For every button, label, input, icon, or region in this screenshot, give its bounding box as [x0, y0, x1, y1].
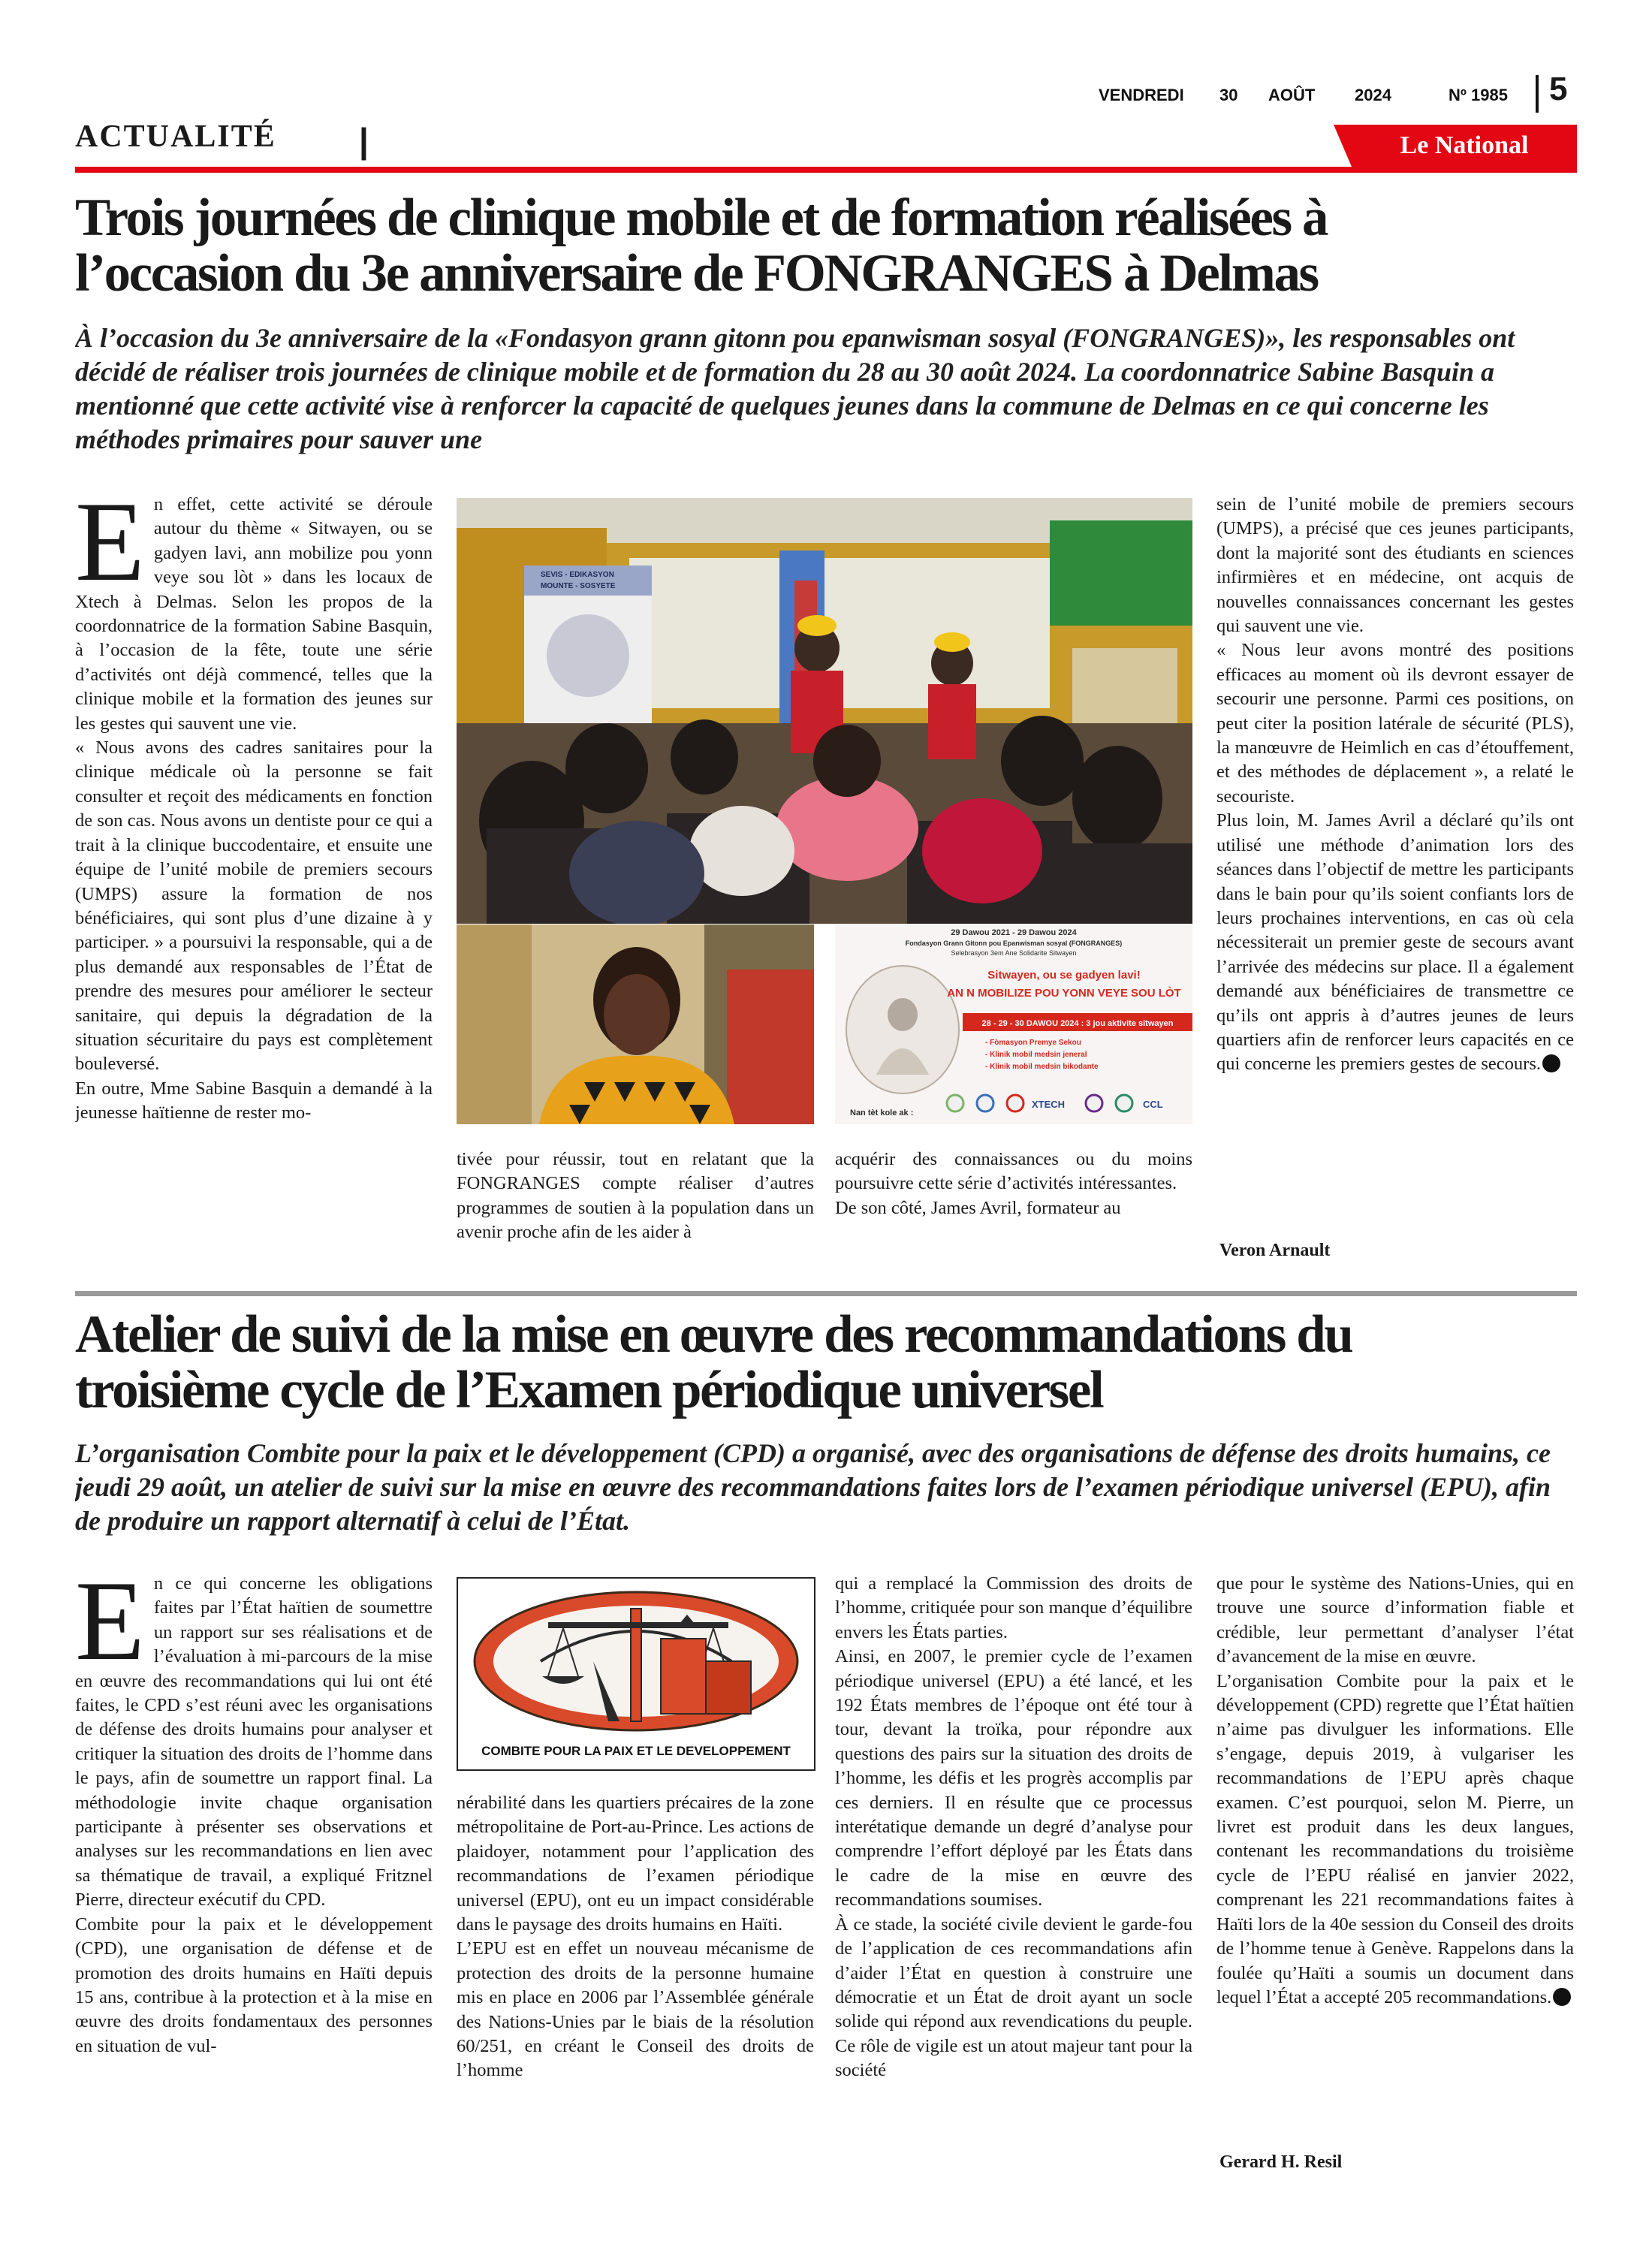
article2-byline: Gerard H. Resil	[1219, 2152, 1343, 2172]
article2-column-3	[835, 1572, 1192, 2188]
article1-col4-p3: Plus loin, M. James Avril a déclaré qu’ils ont utilisé une méthode d’animation lors des séances dans l’objectif de mettre les participants dans le bain pour qu’ils soient confiants lors de leurs prochaines interventions, en cas où cela nécessiterait un premier geste de secours avant l’arrivée des médecins sur place. Il a également demandé aux bénéficiaires de transmettre ce qu’ils ont appris à d’autres jeunes de leurs quartiers afin de renforcer leurs capacités en ce qui concerne les premiers gestes de secours.	[1216, 810, 1574, 1075]
article2-col2-p1: nérabilité dans les quartiers précaires de la zone métropolitaine de Port-au-Prince. Les actions de plaidoyer, notamment pour l’application des recommandations de l’examen périodique universel (EPU), ont eu un impact considérable dans le paysage des droits humains en Haïti.	[457, 1793, 814, 1935]
poster-item2: - Klinik mobil medsin jeneral	[985, 1051, 1087, 1059]
brand-tab	[1352, 125, 1577, 167]
date-year: 2024	[1355, 86, 1391, 104]
article1-main-photo	[457, 498, 1192, 924]
poster-partner-ccl: CCL	[1143, 1099, 1163, 1110]
article1-col1-p2: « Nous avons des cadres sanitaires pour la clinique médicale où la personne se fait consulter et reçoit des médicaments en fonction de son cas. Nous avons un dentiste pour ce qui a trait à la clinique buccodentaire, et ensuite une équipe de l’unité mobile de premiers secours (UMPS) assure la formation de nos bénéficiaires, qui sont plus d’une dizaine à y participer. » a poursuivi la responsable, qui a de plus demandé aux responsables de l’État de prendre des mesures pour améliorer le secteur sanitaire, qui depuis la dégradation de la situation sécuritaire du pays est complètement bouleversé.	[75, 737, 433, 1075]
coordinator-portrait	[457, 924, 814, 1124]
article1-byline: Veron Arnault	[1219, 1241, 1331, 1260]
poster-slogan2: AN N MOBILIZE POU YONN VEYE SOU LÒT	[947, 987, 1181, 1000]
poster-partner-xtech: XTECH	[1032, 1099, 1066, 1110]
article1-end-mark-icon	[1542, 1054, 1560, 1072]
article1-poster-photo	[835, 924, 1192, 1124]
training-room-photo	[457, 498, 1192, 924]
poster-org: Fondasyon Grann Gitonn pou Epanwisman sosyal (FONGRANGES)	[905, 940, 1123, 947]
page-number-divider	[1536, 75, 1539, 113]
poster-partners-label: Nan tèt kole ak :	[850, 1108, 914, 1117]
page-number: 5	[1549, 71, 1568, 107]
article2-col3-p1: qui a remplacé la Commission des droits de l’homme, critiquée pour son manque d’équilibre envers les États parties.	[835, 1573, 1192, 1642]
article2-end-mark-icon	[1553, 1988, 1571, 2006]
article1-dropcap: E	[75, 493, 145, 605]
article1-portrait-photo	[457, 924, 814, 1124]
article1-column-3	[835, 1148, 1192, 1260]
section-pipe: |	[359, 121, 369, 160]
article2-col3-p3: À ce stade, la société civile devient le garde-fou de l’application de ces recommandations afin d’aider l’État en question à construire une démocratie et un État de droit ayant un socle solide qui répond aux revendications du peuple. Ce rôle de vigile est un atout majeur tant pour la société	[835, 1914, 1192, 2081]
article2-column-1	[75, 1572, 433, 2188]
article2-col3-p2: Ainsi, en 2007, le premier cycle de l’examen périodique universel (EPU) a été lancé, et les 192 États membres de l’époque ont été tour à tour, devant la troïka, pour répondre aux questions des pairs sur la situation des droits de l’homme, les défis et les progrès accomplis par ces derniers. Il en résulte que ce processus interétatique demande un degré d’analyse pour comprendre l’effort déployé par les États dans le cadre de la mise en œuvre des recommandations soumises.	[835, 1646, 1192, 1911]
article1-col3-p2: De son côté, James Avril, formateur au	[835, 1197, 1121, 1218]
article2-headline	[75, 1307, 1577, 1418]
article1-headline-line2: l’occasion du 3e anniversaire de FONGRANGES à Delmas	[75, 244, 1318, 303]
article1-col2-text: tivée pour réussir, tout en relatant que la FONGRANGES compte réaliser d’autres programmes de soutien à la population dans un avenir proche afin de les aider à	[457, 1149, 814, 1243]
article2-column-2	[457, 1791, 814, 2189]
article2-col2-p2: L’EPU est en effet un nouveau mécanisme de protection des droits de la personne humaine mis en place en 2006 par l’Assemblée générale des Nations-Unies par le biais de la résolution 60/251, en créant le Conseil des droits de l’homme	[457, 1938, 814, 2081]
article1-col4-p1: sein de l’unité mobile de premiers secours (UMPS), a précisé que ces jeunes participants, dont la majorité sont des étudiants en sciences infirmières et en médecine, ont acquis de nouvelles connaissances concernant les gestes qui sauvent une vie.	[1216, 494, 1574, 637]
article1-col3-p1: acquérir des connaissances ou du moins poursuivre cette série d’activités intéressantes.	[835, 1149, 1192, 1194]
article1-col1-p1: n effet, cette activité se déroule autour du thème « Sitwayen, ou se gadyen lavi, ann mobilize pou yonn veye sou lòt » dans les locaux de Xtech à Delmas. Selon les propos de la coordonnatrice de la formation Sabine Basquin, à l’occasion de la fête, toute une série d’activités ont déjà commencé, telles que la clinique mobile et la formation des jeunes sur les gestes qui sauvent une vie.	[75, 494, 433, 734]
cpd-scales-logo	[458, 1579, 814, 1736]
article2-headline-line2: troisième cycle de l’Examen périodique universel	[75, 1361, 1103, 1419]
article2-deck: L’organisation Combite pour la paix et le développement (CPD) a organisé, avec des organisations de défense des droits humains, ce jeudi 29 août, un atelier de suivi sur la mise en œuvre des recommandations faites lors de l’examen périodique universel (EPU), afin de produire un rapport alternatif à celui de l’État.	[75, 1438, 1551, 1536]
fongranges-poster	[835, 924, 1192, 1124]
article1-deck: À l’occasion du 3e anniversaire de la «Fondasyon grann gitonn pou epanwisman sosyal (FONGRANGES)», les responsables ont décidé de réaliser trois journées de clinique mobile et de formation du 28 au 30 août 2024. La coordonnatrice Sabine Basquin a mentionné que cette activité vise à renforcer la capacité de quelques jeunes dans la commune de Delmas en ce qui concerne les méthodes primaires pour sauver une	[75, 323, 1515, 454]
banner-line2: MOUNTE - SOSYETE	[541, 582, 616, 590]
banner-line1: SEVIS - EDIKASYON	[541, 571, 614, 579]
article2-col1-p2: Combite pour la paix et le développement (CPD), une organisation de défense et de promotion des droits humains en Haïti depuis 15 ans, contribue à la protection et à la mise en œuvre des droits fondamentaux des personnes en situation de vul-	[75, 1914, 433, 2056]
brand-name: Le National	[1400, 131, 1529, 159]
article2-column-4	[1216, 1572, 1574, 2128]
article1-col1-p3: En outre, Mme Sabine Basquin a demandé à la jeunesse haïtienne de rester mo-	[75, 1078, 433, 1123]
poster-item3: - Klinik mobil medsin bikodante	[985, 1063, 1099, 1071]
article1-column-1	[75, 493, 433, 1259]
article1-headline	[75, 190, 1577, 301]
article-separator	[75, 1291, 1577, 1296]
article2-col4-p2: L’organisation Combite pour la paix et le développement (CPD) regrette que l’État haïtien n’aime pas divulguer les informations. Elle s’engage, depuis 2019, à vulgariser les recommandations de l’EPU après chaque examen. C’est pourquoi, selon M. Pierre, un livret est produit dans les deux langues, contenant les recommandations du troisième cycle de l’EPU réalisé en janvier 2022, comprenant les 221 recommandations faites à Haïti lors de la 40e session du Conseil des droits de l’homme tenue à Genève. Rappelons dans la foulée qu’Haïti a soumis un document dans lequel l’État a accepté 205 recommandations.	[1216, 1670, 1574, 2007]
article1-column-2	[457, 1148, 814, 1260]
date-number: 30	[1219, 86, 1238, 104]
article2-headline-line1: Atelier de suivi de la mise en œuvre des recommandations du	[75, 1305, 1352, 1364]
poster-dates: 29 Dawou 2021 - 29 Dawou 2024	[951, 928, 1077, 937]
date-day: VENDREDI	[1099, 86, 1184, 104]
article1-column-4	[1216, 493, 1574, 1214]
poster-slogan1: Sitwayen, ou se gadyen lavi!	[987, 969, 1141, 982]
poster-celebration: Selebrasyon 3em Ane Solidarite Sitwayen	[951, 949, 1077, 957]
cpd-logo-caption: COMBITE POUR LA PAIX ET LE DEVELOPPEMENT	[481, 1744, 791, 1758]
issue-number: Nº 1985	[1449, 86, 1508, 104]
article2-col1-p1: n ce qui concerne les obligations faites par l’État haïtien de soumettre un rapport sur ses réalisations et de l’évaluation à mi-parcours de la mise en œuvre des recommandations qui lui ont été faites, le CPD s’est réuni avec les organisations de défense des droits humains pour analyser et critiquer la situation des droits de l’homme dans le pays, afin de soumettre un rapport final. La méthodologie invite chaque organisation participante à présenter ses observations et analyses sur les recommandations en lien avec sa thématique de travail, a expliqué Fritznel Pierre, directeur exécutif du CPD.	[75, 1573, 433, 1911]
header-red-rule	[75, 167, 1577, 173]
cpd-logo-box	[457, 1577, 815, 1771]
article2-col4-p1: que pour le système des Nations-Unies, qui en trouve une source d’information fiable et crédible, leur permettant d’analyser l’état d’avancement de la mise en œuvre.	[1216, 1573, 1574, 1667]
article1-col4-p2: « Nous leur avons montré des positions efficaces au moment où ils devront essayer de secourir une personne. Parmi ces positions, on peut citer la position latérale de sécurité (PLS), la manœuvre de Heimlich en cas d’étouffement, et des méthodes de déplacement », a relaté le secouriste.	[1216, 640, 1574, 807]
poster-item1: - Fòmasyon Premye Sekou	[985, 1039, 1081, 1047]
poster-days: 28 - 29 - 30 DAWOU 2024 : 3 jou aktivite sitwayen	[981, 1019, 1174, 1028]
article1-headline-line1: Trois journées de clinique mobile et de formation réalisées à	[75, 189, 1328, 247]
date-month: AOÛT	[1268, 86, 1316, 104]
section-label: ACTUALITÉ	[75, 119, 276, 154]
article2-dropcap: E	[75, 1572, 145, 1684]
